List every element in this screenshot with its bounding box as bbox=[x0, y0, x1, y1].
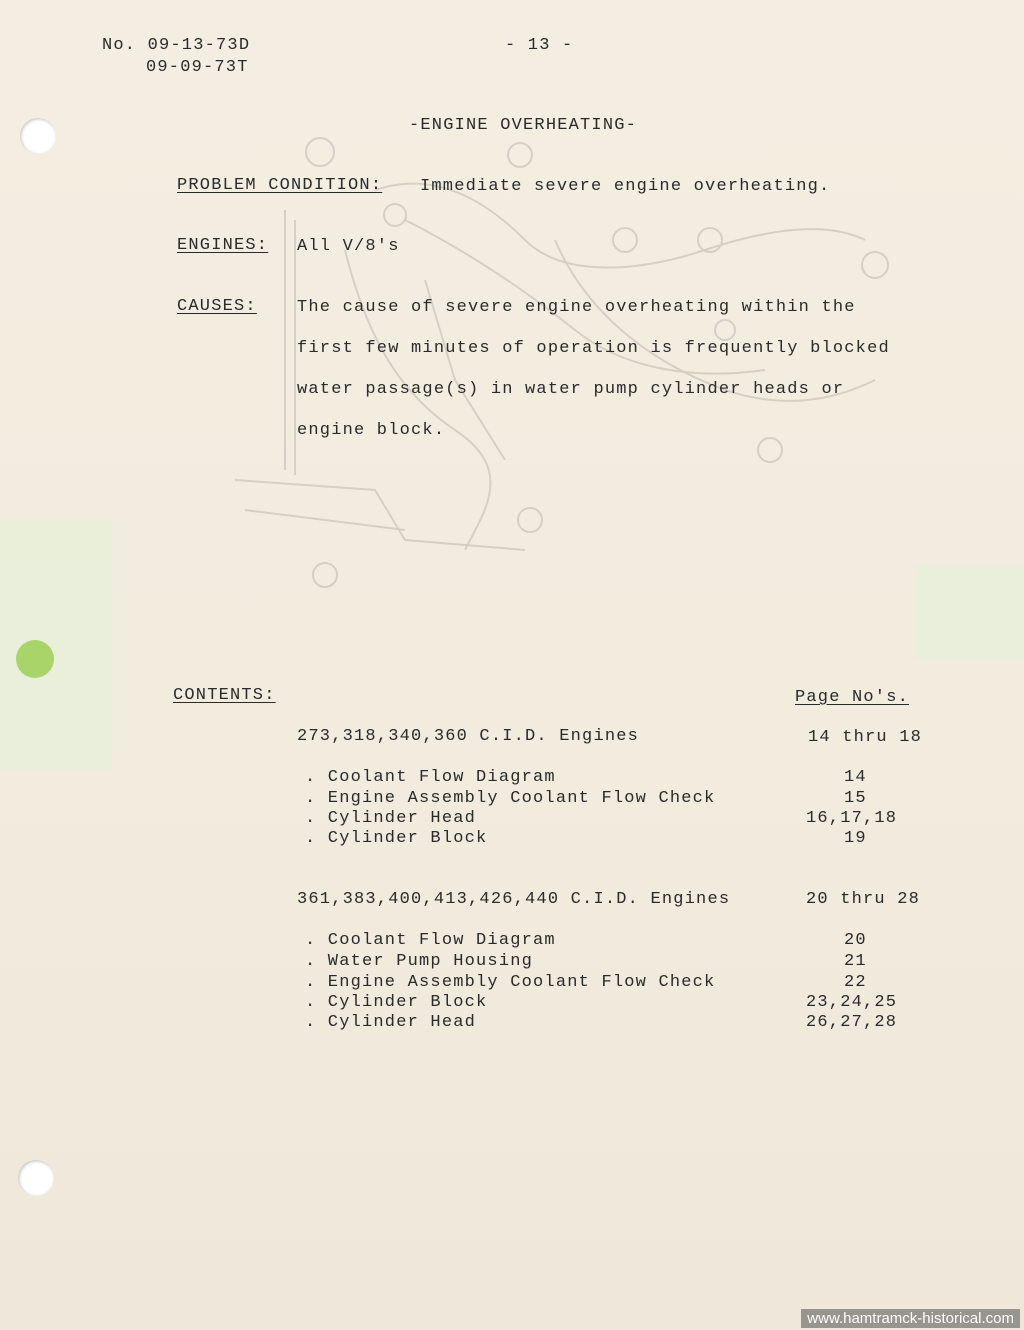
contents-group-title: 273,318,340,360 C.I.D. Engines bbox=[297, 727, 640, 746]
contents-item-pages: 16,17,18 bbox=[806, 809, 898, 828]
causes-line: water passage(s) in water pump cylinder heads or bbox=[297, 380, 845, 399]
page-number: - 13 - bbox=[505, 36, 574, 55]
causes-line: engine block. bbox=[297, 421, 446, 440]
green-sticker-dot bbox=[16, 640, 54, 678]
contents-group-pages: 20 thru 28 bbox=[806, 890, 921, 909]
contents-item: . Cylinder Block bbox=[305, 829, 488, 848]
causes-line: The cause of severe engine overheating within the bbox=[297, 298, 856, 317]
page-title: -ENGINE OVERHEATING- bbox=[409, 116, 638, 135]
contents-item-pages: 14 bbox=[844, 768, 867, 787]
contents-item: . Cylinder Head bbox=[305, 809, 477, 828]
contents-item-pages: 19 bbox=[844, 829, 867, 848]
contents-item-pages: 22 bbox=[844, 973, 867, 992]
contents-item: . Water Pump Housing bbox=[305, 952, 534, 971]
engines-text: All V/8's bbox=[297, 237, 400, 256]
contents-item: . Coolant Flow Diagram bbox=[305, 931, 556, 950]
paper-tint-right bbox=[915, 565, 1024, 660]
show-through-diagram bbox=[225, 130, 915, 600]
engines-label: ENGINES: bbox=[177, 236, 269, 255]
contents-item: . Engine Assembly Coolant Flow Check bbox=[305, 789, 716, 808]
causes-line: first few minutes of operation is frequently blocked bbox=[297, 339, 890, 358]
contents-item-pages: 23,24,25 bbox=[806, 993, 898, 1012]
binder-hole-top bbox=[20, 118, 56, 154]
contents-item: . Cylinder Head bbox=[305, 1013, 477, 1032]
contents-item: . Engine Assembly Coolant Flow Check bbox=[305, 973, 716, 992]
doc-number-line2: 09-09-73T bbox=[146, 58, 249, 77]
site-watermark: www.hamtramck-historical.com bbox=[801, 1309, 1020, 1328]
doc-number-line1: No. 09-13-73D bbox=[102, 36, 251, 55]
contents-item: . Coolant Flow Diagram bbox=[305, 768, 556, 787]
contents-item-pages: 21 bbox=[844, 952, 867, 971]
contents-group-pages: 14 thru 18 bbox=[808, 728, 923, 747]
contents-item-pages: 20 bbox=[844, 931, 867, 950]
contents-item-pages: 26,27,28 bbox=[806, 1013, 898, 1032]
contents-group-title: 361,383,400,413,426,440 C.I.D. Engines bbox=[297, 890, 731, 909]
paper-tint-left bbox=[0, 520, 112, 770]
problem-text: Immediate severe engine overheating. bbox=[420, 177, 831, 196]
problem-label: PROBLEM CONDITION: bbox=[177, 176, 383, 195]
binder-hole-bottom bbox=[18, 1160, 54, 1196]
contents-item: . Cylinder Block bbox=[305, 993, 488, 1012]
contents-item-pages: 15 bbox=[844, 789, 867, 808]
page-numbers-header: Page No's. bbox=[795, 688, 910, 707]
causes-label: CAUSES: bbox=[177, 297, 257, 316]
contents-label: CONTENTS: bbox=[173, 686, 276, 705]
